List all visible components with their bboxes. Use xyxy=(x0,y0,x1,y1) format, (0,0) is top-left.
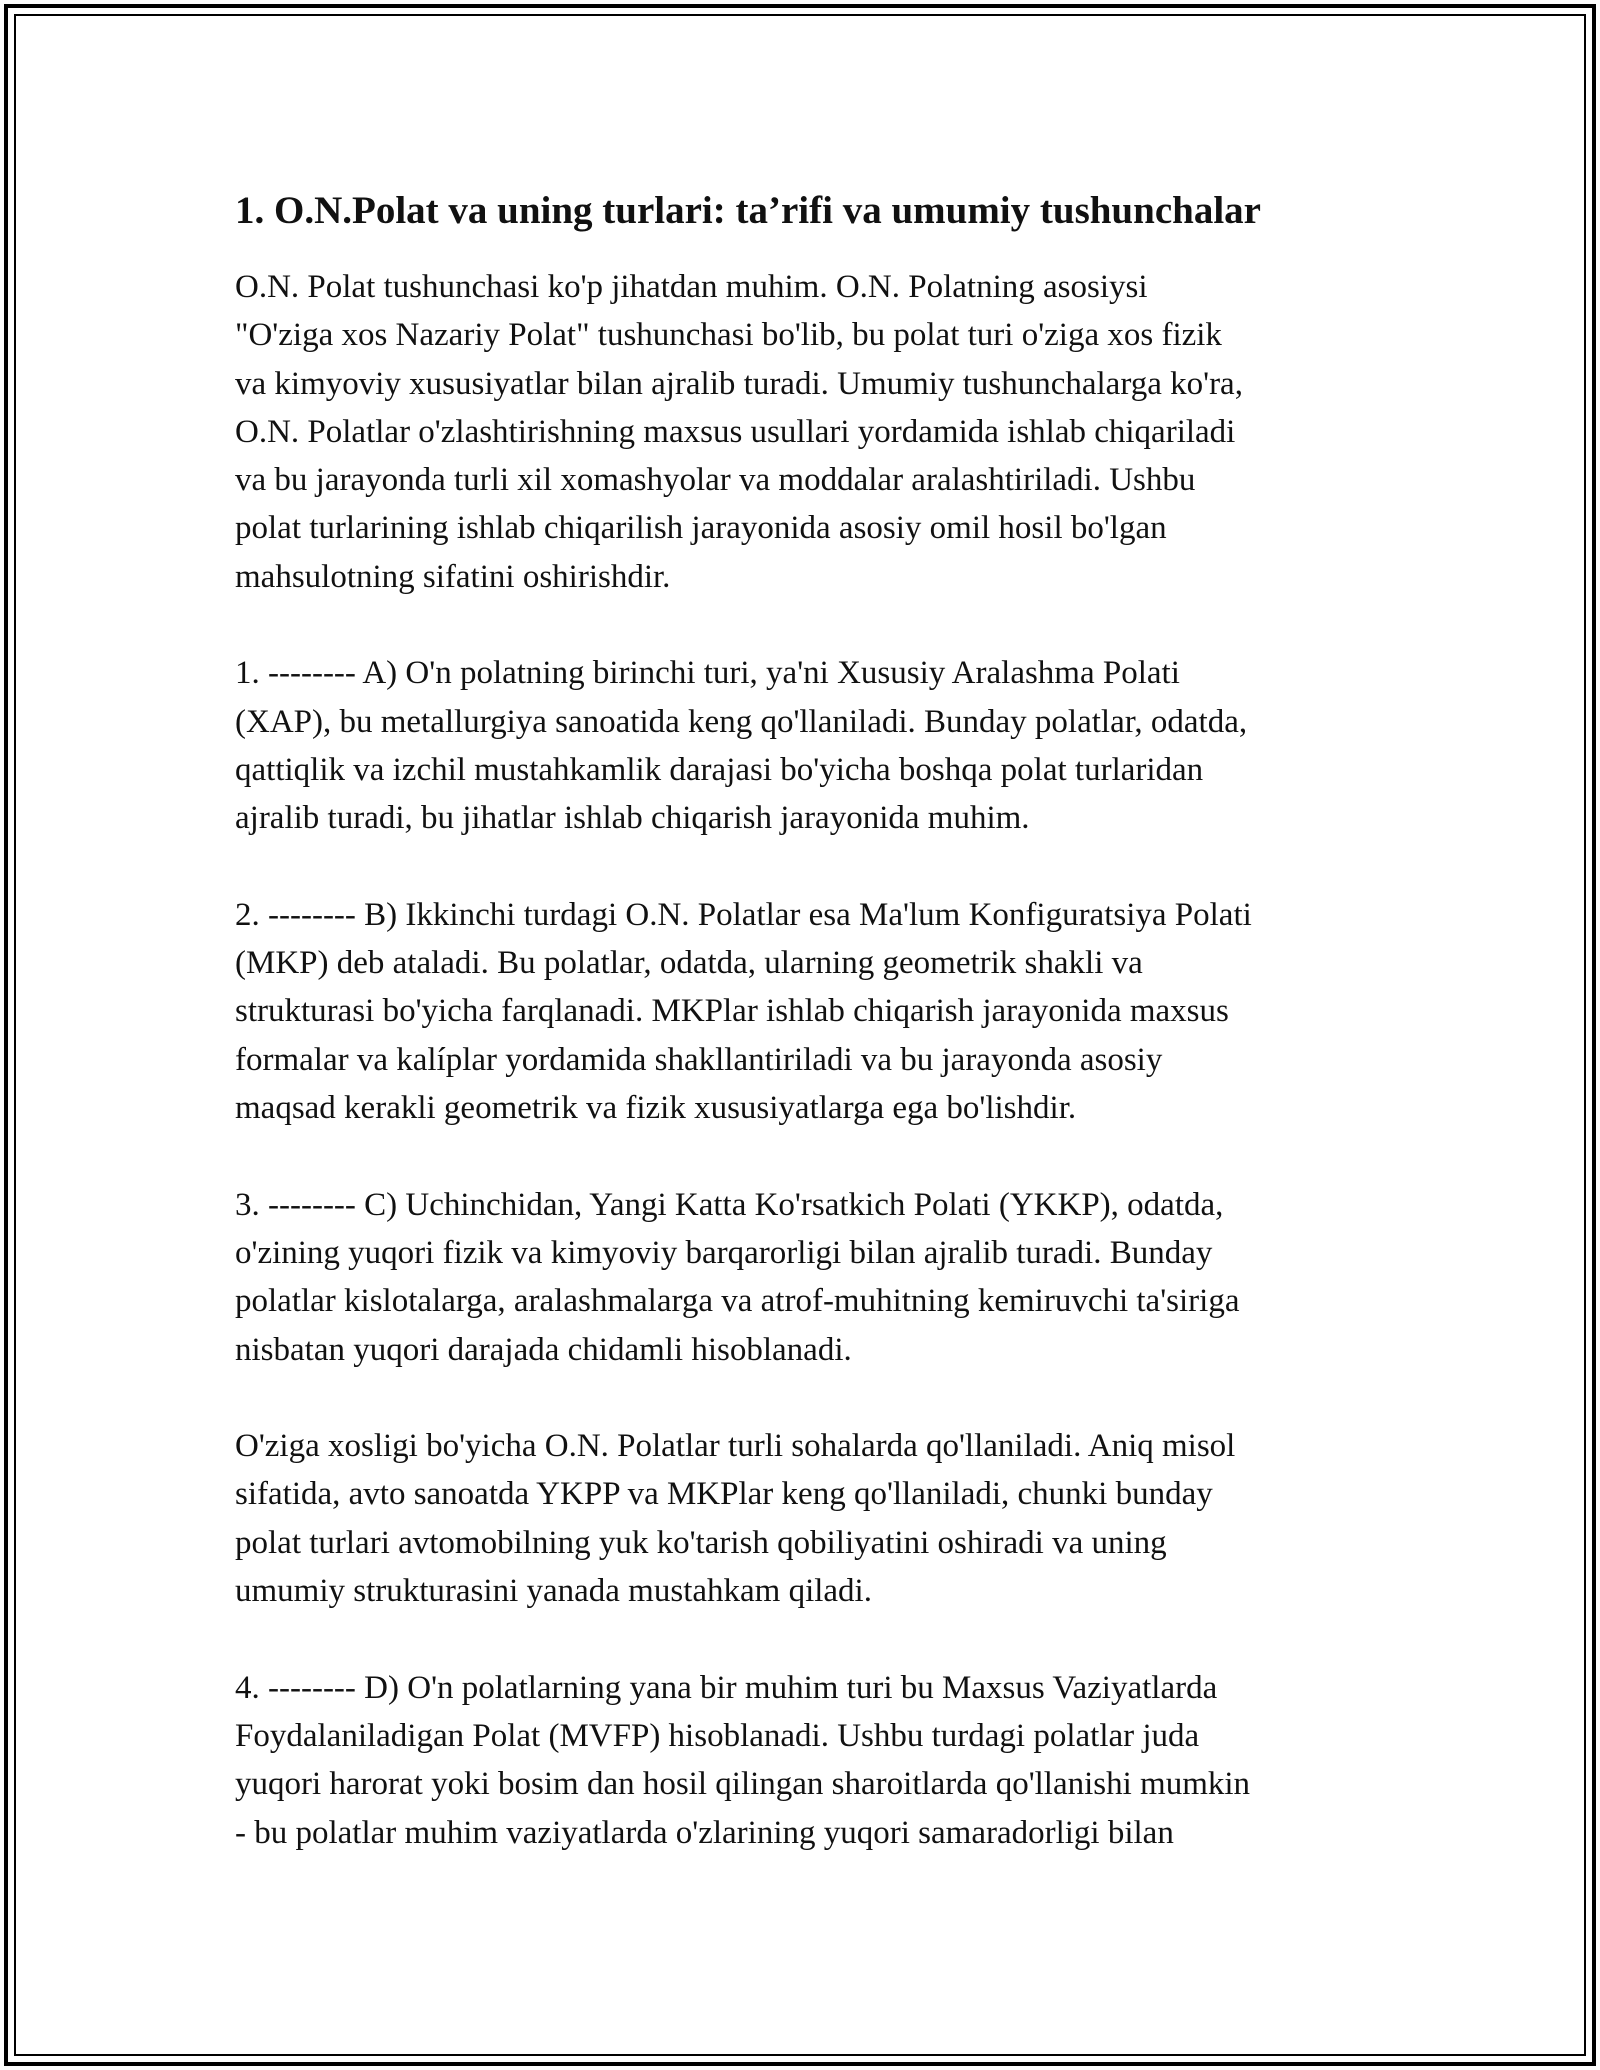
paragraph-spacer xyxy=(235,1615,1370,1663)
document-body xyxy=(235,185,1370,1857)
type-a-paragraph: 1. -------- A) O'n polatning birinchi turi, ya'ni Xususiy Aralashma Polati (XAP), bu metallurgiya sanoatida keng qo'llaniladi. Bunday polatlar, odatda, qattiqlik va izchil mustahkamlik darajasi bo'yicha boshqa polat turlaridan ajralib turadi, bu jihatlar ishlab chiqarish jarayonida muhim. xyxy=(235,655,1248,837)
paragraph-spacer xyxy=(235,1132,1370,1180)
type-d-paragraph: 4. -------- D) O'n polatlarning yana bir muhim turi bu Maxsus Vaziyatlarda Foydalaniladigan Polat (MVFP) hisoblanadi. Ushbu turdagi polatlar juda yuqori harorat yoki bosim dan hosil qilingan sharoitlarda qo'llanishi mumkin - bu polatlar muhim vaziyatlarda o'zlarining yuqori samaradorligi bilan xyxy=(235,1669,1251,1851)
section-heading: 1. O.N.Polat va uning turlari: ta’rifi va umumiy tushunchalar xyxy=(235,189,1261,232)
type-c-paragraph: 3. -------- C) Uchinchidan, Yangi Katta Ko'rsatkich Polati (YKKP), odatda, o'zining yuqori fizik va kimyoviy barqarorligi bilan ajralib turadi. Bunday polatlar kislotalarga, aralashmalarga va atrof-muhitning kemiruvchi ta'siriga nisbatan yuqori darajada chidamli hisoblanadi. xyxy=(235,1186,1240,1368)
paragraph-spacer xyxy=(235,601,1370,649)
paragraph-spacer xyxy=(235,1374,1370,1422)
paragraph-spacer xyxy=(235,843,1370,891)
applications-paragraph: O'ziga xosligi bo'yicha O.N. Polatlar turli sohalarda qo'llaniladi. Aniq misol sifatida, avto sanoatda YKPP va MKPlar keng qo'llaniladi, chunki bunday polat turlari avtomobilning yuk ko'tarish qobiliyatini oshiradi va uning umumiy strukturasini yanada mustahkam qiladi. xyxy=(235,1428,1236,1610)
intro-paragraph: O.N. Polat tushunchasi ko'p jihatdan muhim. O.N. Polatning asosiysi "O'ziga xos Nazariy Polat" tushunchasi bo'lib, bu polat turi o'ziga xos fizik va kimyoviy xususiyatlar bilan ajralib turadi. Umumiy tushunchalarga ko'ra, O.N. Polatlar o'zlashtirishning maxsus usullari yordamida ishlab chiqariladi va bu jarayonda turli xil xomashyolar va moddalar aralashtiriladi. Ushbu polat turlarining ishlab chiqarilish jarayonida asosiy omil hosil bo'lgan mahsulotning sifatini oshirishdir. xyxy=(235,269,1243,595)
type-b-paragraph: 2. -------- B) Ikkinchi turdagi O.N. Polatlar esa Ma'lum Konfiguratsiya Polati (MKP) deb ataladi. Bu polatlar, odatda, ularning geometrik shakli va strukturasi bo'yicha farqlanadi. MKPlar ishlab chiqarish jarayonida maxsus formalar va kalíplar yordamida shakllantiriladi va bu jarayonda asosiy maqsad kerakli geometrik va fizik xususiyatlarga ega bo'lishdir. xyxy=(235,896,1252,1127)
